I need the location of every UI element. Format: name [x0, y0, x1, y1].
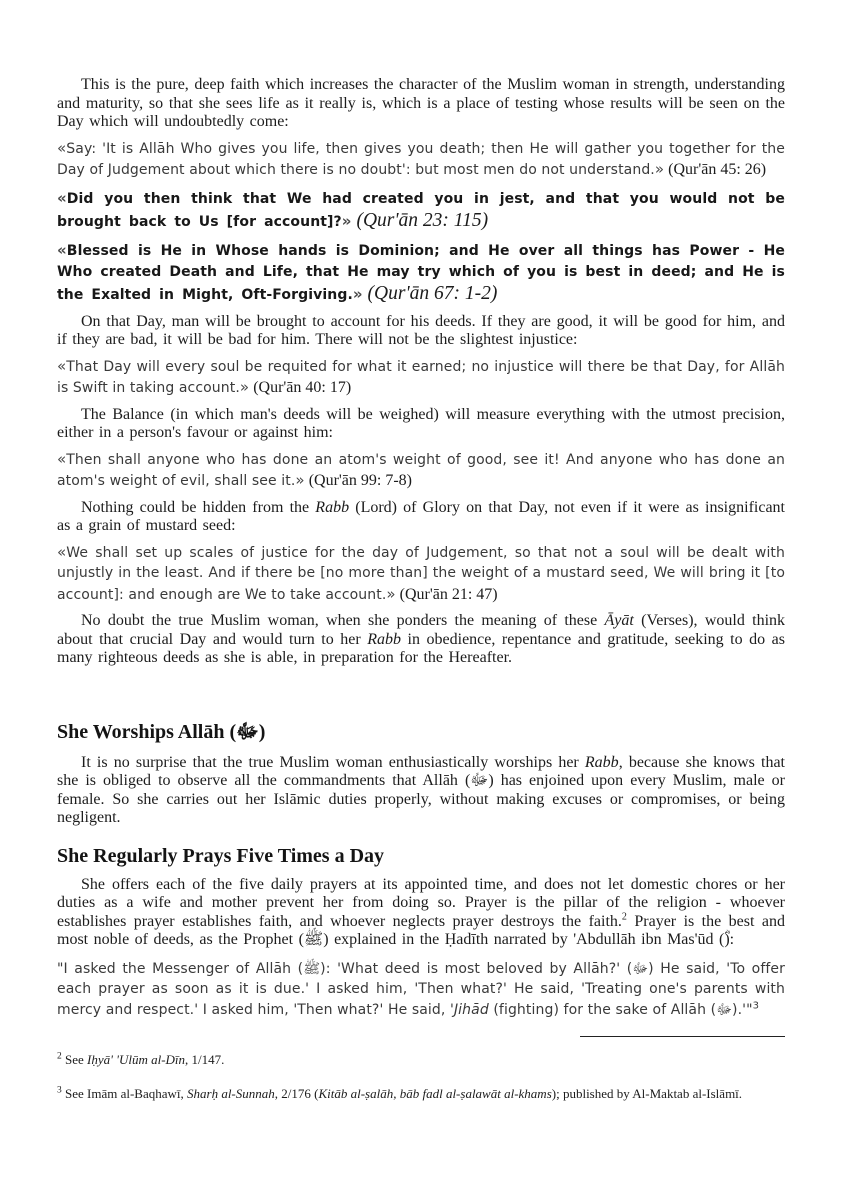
- quran-reference: (Qur'ān 99: 7-8): [304, 472, 412, 489]
- italic-term: Rabb: [315, 498, 350, 516]
- quran-reference: (Qur'ān 67: 1-2): [362, 282, 498, 304]
- quote-text: Did you then think that We had created you in jest, and that you would not be brought back to Us [for account]?: [57, 190, 785, 230]
- quote-close-mark: »: [341, 211, 352, 230]
- footnote-title: Kitāb al-ṣalāh, bāb fadl al-ṣalawāt al-khams: [318, 1085, 552, 1101]
- quote-text: Then shall anyone who has done an atom's weight of good, see it! And anyone who has done an atom's weight of evil, shall see it.: [57, 451, 785, 489]
- quote-text: That Day will every soul be requited for what it earned; no injustice will there be that Day, for Allāh is Swift in taking account.: [57, 358, 785, 396]
- paragraph-segment: (Lord) of Glory on that Day, not even if it were as insignificant as a grain of mustard seed:: [57, 498, 785, 534]
- quran-quote-23-115: [57, 188, 785, 233]
- paragraph-segment: in obedience, repentance and gratitude, seeking to do as many righteous deeds as she is able, in preparation for the Hereafter.: [57, 630, 785, 666]
- italic-term: Rabb: [367, 630, 402, 648]
- quote-text: Say: 'It is Allāh Who gives you life, then gives you death; then He will gather you together for the Day of Judgement about which there is no doubt': but most men do not understand.: [57, 140, 785, 178]
- quote-open-mark: «: [57, 138, 67, 157]
- hadith-segment: "I asked the Messenger of Allāh (ﷺ): 'What deed is most beloved by Allāh?' (ﷻ) He said, 'To offer each prayer as soon as it is due.' I asked him, 'Then what?' He said, 'Treating one's parents with mercy and respect.' I asked him, 'Then what?' He said, ': [57, 960, 785, 1018]
- footnote-segment: ); published by Al-Maktab al-Islāmī.: [551, 1085, 743, 1101]
- footnote-segment: See Imām al-Baqhawī,: [61, 1085, 188, 1101]
- quote-close-mark: »: [239, 378, 250, 396]
- quran-quote-45-26: [57, 138, 785, 181]
- quran-quote-21-47: [57, 542, 785, 606]
- footnote-number: 2: [57, 1051, 62, 1062]
- hadith-segment: (fighting) for the sake of Allāh (ﷻ).'": [488, 1001, 753, 1018]
- italic-term: Jihād: [453, 1001, 489, 1018]
- footnote-3: [57, 1084, 785, 1105]
- footnote-segment: , 1/147.: [185, 1052, 225, 1067]
- hadith-quote: [57, 959, 785, 1021]
- italic-term: Āyāt: [604, 612, 634, 629]
- paragraph-five-prayers: [57, 876, 785, 950]
- quote-text: We shall set up scales of justice for the day of Judgement, so that not a soul will be dealt with unjustly in the least. And if there be [no more than] the weight of a mustard seed, We will bring it [to account]: and enough are We to take account.: [57, 544, 785, 603]
- paragraph-segment: It is no surprise that the true Muslim woman enthusiastically worships her: [81, 753, 585, 771]
- paragraph-worship: [57, 754, 785, 828]
- paragraph-segment: , because she knows that she is obliged to observe all the commandments that Allāh (ﷻ) has enjoined upon every Muslim, male or female. So she carries out her Islāmic duties properly, without making excuses or compromises, or being negligent.: [57, 753, 786, 826]
- footnote-ref-2: 2: [621, 911, 627, 923]
- quran-reference: (Qur'ān 21: 47): [395, 585, 498, 603]
- quote-open-mark: «: [57, 188, 67, 207]
- quran-quote-99-7-8: [57, 449, 785, 492]
- paragraph-intro-faith: This is the pure, deep faith which increases the character of the Muslim woman in strength, understanding and maturity, so that she sees life as it really is, which is a place of testing whose results will be seen on the Day which will undoubtedly come:: [57, 76, 785, 130]
- footnote-segment: See: [61, 1052, 88, 1067]
- section-heading-worship: She Worships Allāh (ﷻ): [57, 720, 266, 743]
- footnote-title: Iḥyā' 'Ulūm al-Dīn: [87, 1052, 186, 1067]
- paragraph-day-of-account: On that Day, man will be brought to account for his deeds. If they are good, it will be good for him, and if they are bad, it will be bad for him. There will not be the slightest injustice:: [57, 312, 785, 348]
- footnote-segment: , 2/176 (: [274, 1085, 319, 1101]
- footnote-number: 3: [57, 1085, 62, 1096]
- quote-open-mark: «: [57, 240, 67, 259]
- quran-quote-67-1-2: [57, 240, 785, 306]
- section-heading-prayer: She Regularly Prays Five Times a Day: [57, 844, 385, 867]
- footnote-ref-3: 3: [752, 999, 760, 1011]
- quran-reference: (Qur'ān 40: 17): [249, 379, 352, 396]
- quote-text: Blessed is He in Whose hands is Dominion; and He over all things has Power - He Who created Death and Life, that He may try which of you is best in deed; and He is the Exalted in Might, Oft-Forgiving.: [57, 242, 785, 303]
- footnote-2: [57, 1050, 785, 1071]
- quote-close-mark: »: [295, 471, 305, 489]
- quran-reference: (Qur'ān 23: 115): [351, 209, 489, 231]
- paragraph-segment: Prayer is the best and most noble of deeds, as the Prophet (ﷺ) explained in the Ḥadīth narrated by 'Abdullāh ibn Mas'ūd (ؓ):: [57, 912, 785, 948]
- footnote-title: Sharḥ al-Sunnah: [187, 1085, 275, 1101]
- quote-close-mark: »: [386, 584, 396, 603]
- paragraph-segment: Nothing could be hidden from the: [81, 498, 316, 516]
- paragraph-segment: No doubt the true Muslim woman, when she ponders the meaning of these: [81, 612, 605, 629]
- paragraph-balance: The Balance (in which man's deeds will be weighed) will measure everything with the utmost precision, either in a person's favour or against him:: [57, 405, 785, 441]
- quote-open-mark: «: [57, 356, 67, 375]
- quote-close-mark: »: [654, 160, 665, 178]
- footnote-separator: [580, 1036, 785, 1037]
- paragraph-segment: She offers each of the five daily prayers at its appointed time, and does not let domestic chores or her duties as a wife and mother prevent her from doing so. Prayer is the pillar of the religion - whoever establishes prayer establishes faith, and whoever neglects prayer destroys the faith.: [57, 875, 785, 930]
- paragraph-nothing-hidden: [57, 499, 785, 536]
- quote-open-mark: «: [57, 449, 67, 468]
- quran-reference: (Qur'ān 45: 26): [664, 161, 767, 178]
- italic-term: Rabb: [584, 753, 619, 771]
- quran-quote-40-17: [57, 356, 785, 399]
- paragraph-no-doubt: [57, 612, 785, 668]
- paragraph-segment: (Verses), would think about that crucial Day and would turn to her: [57, 612, 786, 648]
- quote-open-mark: «: [57, 542, 67, 561]
- quote-close-mark: »: [352, 284, 363, 303]
